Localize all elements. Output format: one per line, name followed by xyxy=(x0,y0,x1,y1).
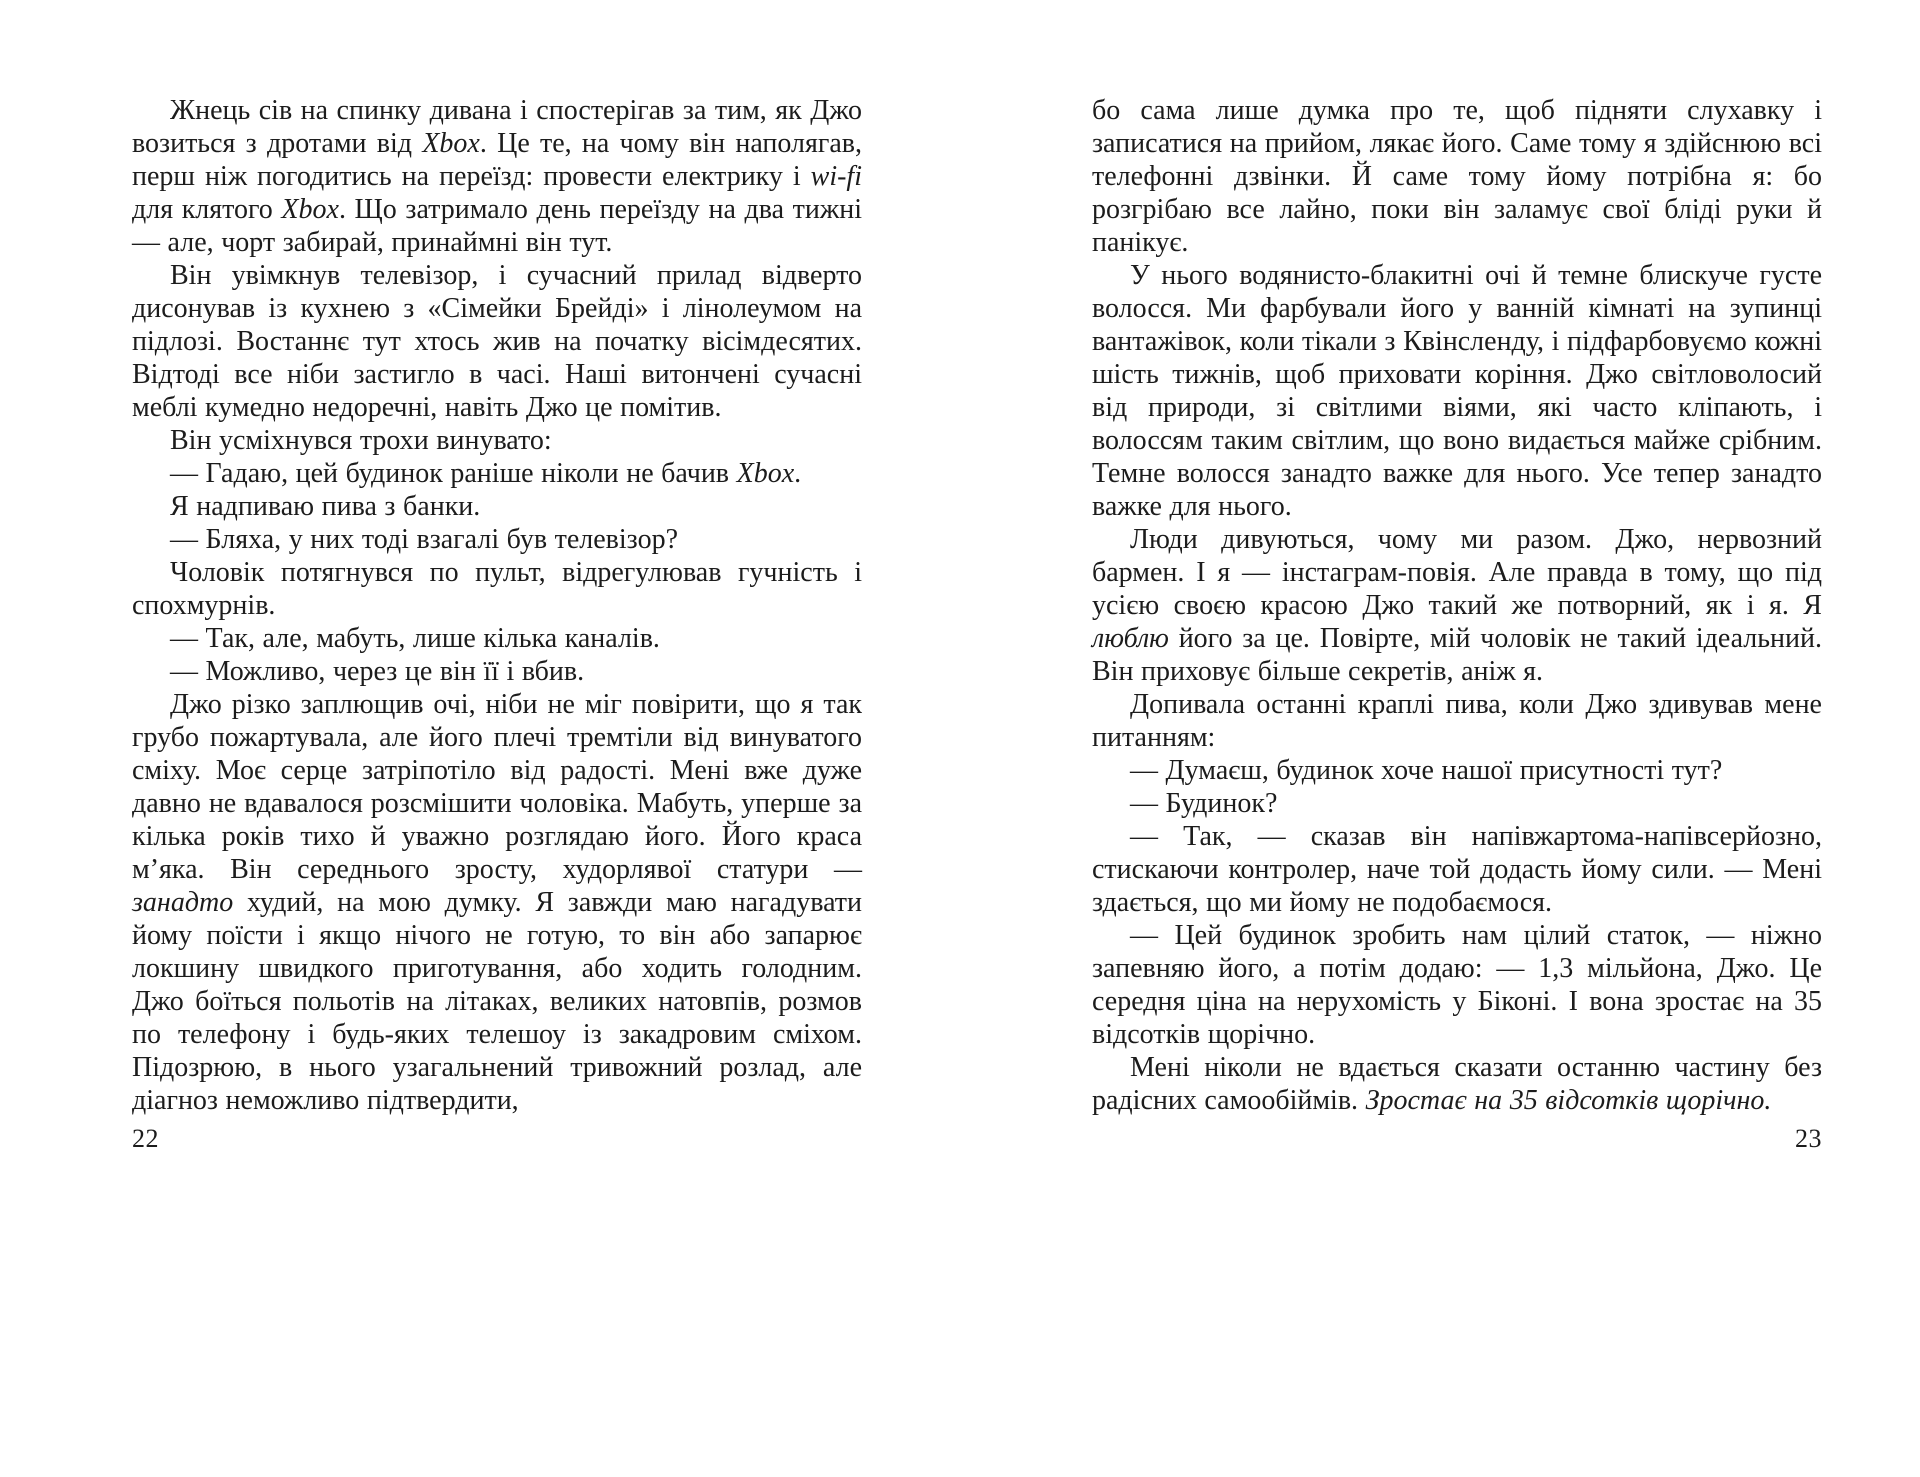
paragraph: — Цей будинок зробить нам цілий статок, — ніжно запевняю його, а потім додаю: — 1,3 мільйона, Джо. Це середня ціна на нерухомість у Біконі. І вона зростає на 35 відсотків щорічно. xyxy=(1092,920,1822,1050)
paragraph: Він увімкнув телевізор, і сучасний прилад відверто дисонував із кухнею з «Сімейки Брейді» і лінолеумом на підлозі. Востаннє тут хтось жив на початку вісімдесятих. Відтоді все ніби застигло в часі. Наші витончені сучасні меблі кумедно недоречні, навіть Джо це помітив. xyxy=(132,260,862,423)
paragraph: Люди дивуються, чому ми разом. Джо, нервозний бармен. І я — інстаграм-повія. Але правда в тому, що під усією своєю красою Джо такий же потворний, як і я. Я люблю його за це. Повірте, мій чоловік не такий ідеальний. Він приховує більше секретів, аніж я. xyxy=(1092,524,1822,687)
page-left-body-text xyxy=(132,94,862,1117)
paragraph: Допивала останні краплі пива, коли Джо здивував мене питанням: xyxy=(1092,689,1822,753)
paragraph: — Можливо, через це він її і вбив. xyxy=(170,656,585,687)
page-number-right: 23 xyxy=(1795,1124,1822,1153)
paragraph: Він усміхнувся трохи винувато: xyxy=(170,425,552,456)
paragraph: — Так, але, мабуть, лише кілька каналів. xyxy=(170,623,660,654)
paragraph: Джо різко заплющив очі, ніби не міг повірити, що я так грубо пожартувала, але його плечі тремтіли від винуватого сміху. Моє серце затріпотіло від радості. Мені вже дуже давно не вдавалося розсмішити чоловіка. Мабуть, уперше за кілька років тихо й уважно розглядаю його. Його краса м’яка. Він середнього зросту, худорлявої статури — занадто худий, на мою думку. Я завжди маю нагадувати йому поїсти і якщо нічого не готую, то він або запарює локшину швидкого приготування, або ходить голодним. Джо боїться польотів на літаках, великих натовпів, розмов по телефону і будь-яких телешоу із закадровим сміхом. Підозрюю, в нього узагальнений тривожний розлад, але діагноз неможливо підтвердити, xyxy=(132,689,862,1116)
page-right xyxy=(960,0,1920,1477)
paragraph: Я надпиваю пива з банки. xyxy=(170,491,481,522)
paragraph: — Будинок? xyxy=(1130,788,1278,819)
paragraph: — Так, — сказав він напівжартома-напівсерйозно, стискаючи контролер, наче той додасть йому сили. — Мені здається, що ми йому не подобаємося. xyxy=(1092,821,1822,918)
paragraph: Мені ніколи не вдається сказати останню частину без радісних самообіймів. Зростає на 35 відсотків щорічно. xyxy=(1092,1052,1822,1116)
paragraph: — Гадаю, цей будинок раніше ніколи не бачив Xbox. xyxy=(170,458,802,489)
paragraph: — Бляха, у них тоді взагалі був телевізор? xyxy=(170,524,679,555)
page-right-body-text xyxy=(1092,94,1822,1117)
paragraph: — Думаєш, будинок хоче нашої присутності тут? xyxy=(1130,755,1723,786)
page-number-left: 22 xyxy=(132,1124,159,1153)
paragraph: Чоловік потягнувся по пульт, відрегулював гучність і спохмурнів. xyxy=(132,557,862,621)
paragraph: Жнець сів на спинку дивана і спостерігав за тим, як Джо возиться з дротами від Xbox. Це те, на чому він наполягав, перш ніж погодитись на переїзд: провести електрику і wi-fi для клятого Xbox. Що затримало день переїзду на два тижні — але, чорт забирай, принаймні він тут. xyxy=(132,95,862,258)
paragraph: У нього водянисто-блакитні очі й темне блискуче густе волосся. Ми фарбували його у ванній кімнаті на зупинці вантажівок, коли тікали з Квінсленду, і підфарбовуємо кожні шість тижнів, щоб приховати коріння. Джо світловолосий від природи, зі світлими віями, які часто кліпають, і волоссям таким світлим, що воно видається майже срібним. Темне волосся занадто важке для нього. Усе тепер занадто важке для нього. xyxy=(1092,260,1822,522)
paragraph: бо сама лише думка про те, щоб підняти слухавку і записатися на прийом, лякає його. Саме тому я здійснюю всі телефонні дзвінки. Й саме тому йому потрібна я: бо розгрібаю все лайно, поки він заламує свої бліді руки й панікує. xyxy=(1092,95,1822,258)
